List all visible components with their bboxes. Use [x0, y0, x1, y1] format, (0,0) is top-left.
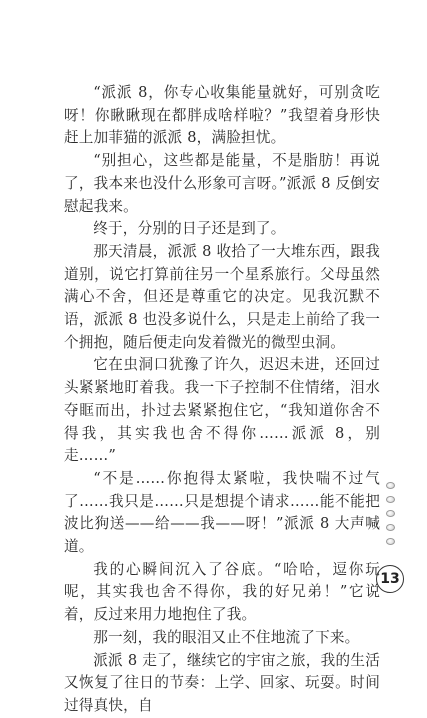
paragraph: 那天清晨，派派 8 收拾了一大堆东西，跟我道别，说它打算前往另一个星系旅行。父母虽然满心不舍，但还是尊重它的决定。见我沉默不语，派派 8 也没多说什么，只是走上前给了我一个拥抱，随后便走向发着微光的微型虫洞。 — [64, 242, 380, 351]
dot-ornament — [386, 510, 395, 517]
decorative-dots — [386, 482, 396, 552]
paragraph: 终于，分别的日子还是到了。 — [93, 220, 286, 238]
dot-ornament — [386, 524, 395, 531]
paragraph: 我的心瞬间沉入了谷底。“哈哈，逗你玩呢，其实我也舍不得你，我的好兄弟！”它说着，反过来用力地抱住了我。 — [64, 560, 380, 624]
paragraph: 那一刻，我的眼泪又止不住地流了下来。 — [93, 628, 360, 646]
body-text — [64, 82, 380, 718]
paragraph: “派派 8，你专心收集能量就好，可别贪吃呀！你瞅瞅现在都胖成啥样啦？”我望着身形快赶上加菲猫的派派 8，满脸担忧。 — [64, 84, 380, 147]
dot-ornament — [386, 482, 395, 489]
dot-ornament — [386, 538, 395, 545]
dot-ornament — [386, 496, 395, 503]
paragraph: “不是……你抱得太紧啦，我快喘不过气了……我只是……只是想提个请求……能不能把波比狗送——给——我——呀！”派派 8 大声喊道。 — [64, 469, 380, 556]
paragraph: 它在虫洞口犹豫了许久，迟迟未进，还回过头紧紧地盯着我。我一下子控制不住情绪，泪水夺眶而出，扑过去紧紧抱住它，“我知道你舍不得我，其实我也舍不得你……派派 8，别走……” — [64, 356, 380, 465]
paragraph: 派派 8 走了，继续它的宇宙之旅，我的生活又恢复了往日的节奏：上学、回家、玩耍。时间过得真快，自 — [64, 651, 380, 714]
page-number: 13 — [376, 565, 404, 593]
paragraph: “别担心，这些都是能量，不是脂肪！再说了，我本来也没什么形象可言呀。”派派 8 反倒安慰起我来。 — [64, 152, 380, 215]
